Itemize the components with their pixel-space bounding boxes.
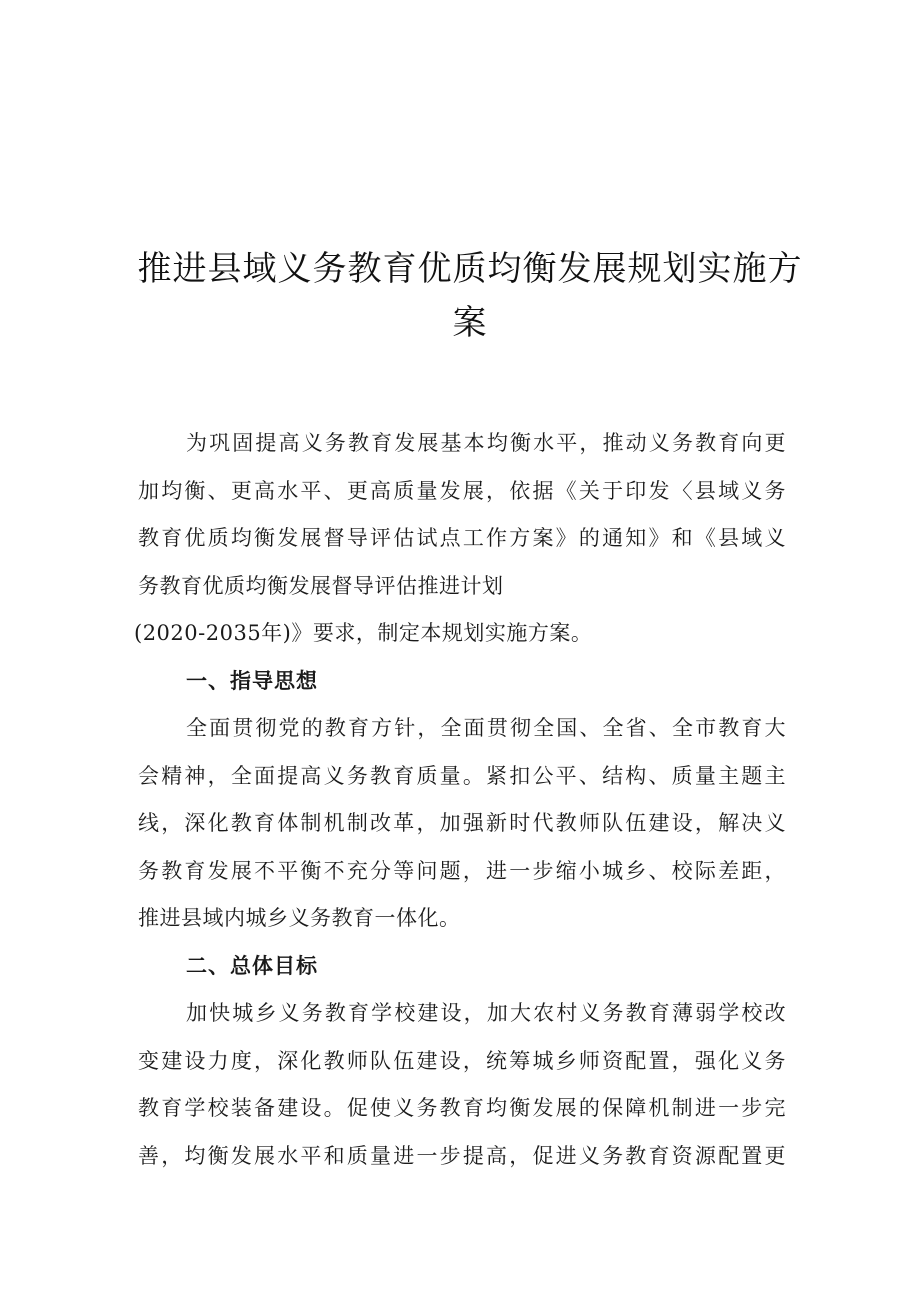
document-title-line-1: 推进县域义务教育优质均衡发展规划实施方 — [137, 249, 803, 289]
section-heading-overall-goals: 二、总体目标 — [186, 953, 318, 978]
section2-line: 变建设力度，深化教师队伍建设，统筹城乡师资配置，强化义务 — [138, 1048, 786, 1073]
section1-line: 推进县域内城乡义务教育一体化。 — [138, 906, 461, 930]
intro-line: 为巩固提高义务教育发展基本均衡水平，推动义务教育向更 — [186, 431, 786, 455]
intro-line: (2020-2035年)》要求，制定本规划实施方案。 — [134, 621, 593, 645]
intro-line: 教育优质均衡发展督导评估试点工作方案》的通知》和《县域义 — [138, 526, 786, 550]
section2-line: 加快城乡义务教育学校建设，加大农村义务教育薄弱学校改 — [186, 1001, 786, 1025]
section1-line: 务教育发展不平衡不充分等问题，进一步缩小城乡、校际差距， — [138, 858, 786, 883]
section2-line: 教育学校装备建设。促使义务教育均衡发展的保障机制进一步完 — [138, 1096, 786, 1120]
intro-line: 务教育优质均衡发展督导评估推进计划 — [138, 573, 504, 598]
section2-line: 善，均衡发展水平和质量进一步提高，促进义务教育资源配置更 — [138, 1143, 786, 1168]
document-title-line-2: 案 — [452, 303, 488, 343]
section1-line: 全面贯彻党的教育方针，全面贯彻全国、全省、全市教育大 — [186, 716, 786, 740]
section1-line: 线，深化教育体制机制改革，加强新时代教师队伍建设，解决义 — [138, 811, 786, 835]
intro-line: 加均衡、更高水平、更高质量发展，依据《关于印发〈县域义务 — [138, 478, 786, 503]
document-body — [134, 420, 786, 1180]
section-heading-guiding-ideology: 一、指导思想 — [186, 668, 318, 693]
section1-line: 会精神，全面提高义务教育质量。紧扣公平、结构、质量主题主 — [138, 763, 786, 788]
